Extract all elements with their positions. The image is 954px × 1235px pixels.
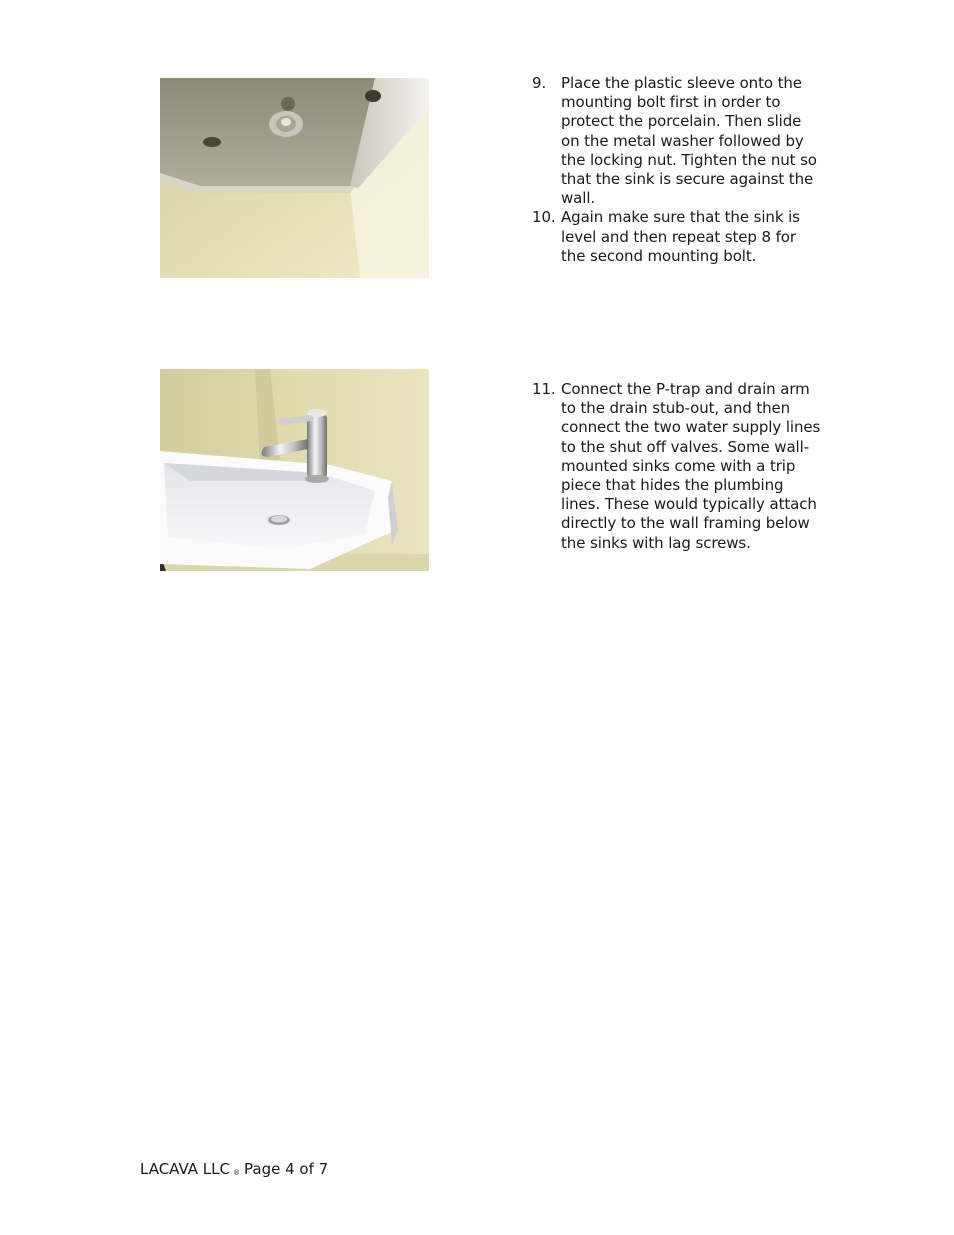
page-number: Page 4 of 7: [244, 1160, 329, 1178]
step-9: [532, 74, 822, 208]
instruction-steps-bottom: [532, 380, 822, 553]
step-number: 11.: [532, 380, 556, 398]
photo-mounting-bolt: [160, 78, 429, 278]
registered-mark: ®: [233, 1169, 240, 1177]
step-11: [532, 380, 822, 553]
step-10: [532, 208, 822, 266]
step-text: Connect the P-trap and drain arm to the drain stub-out, and then connect the two water supply lines to the shut off valves. Some wall-mounted sinks come with a trip piece that hides the plumbing lines. These would typically attach directly to the wall framing below the sinks with lag screws.: [561, 380, 821, 552]
step-number: 10.: [532, 208, 556, 227]
photo-installed-sink: [160, 369, 429, 571]
company-name: LACAVA LLC: [140, 1160, 230, 1178]
instruction-steps-top: [532, 74, 822, 266]
step-text: Place the plastic sleeve onto the mounting bolt first in order to protect the porcelain. Then slide on the metal washer followed by the locking nut. Tighten the nut so that the sink is secure against the wall.: [561, 74, 817, 208]
installed-sink-image: [160, 369, 429, 571]
mounting-bolt-image: [160, 78, 429, 278]
step-text: Again make sure that the sink is level and then repeat step 8 for the second mounting bolt.: [561, 208, 800, 265]
step-number: 9.: [532, 74, 547, 92]
page-footer: [140, 1160, 328, 1183]
